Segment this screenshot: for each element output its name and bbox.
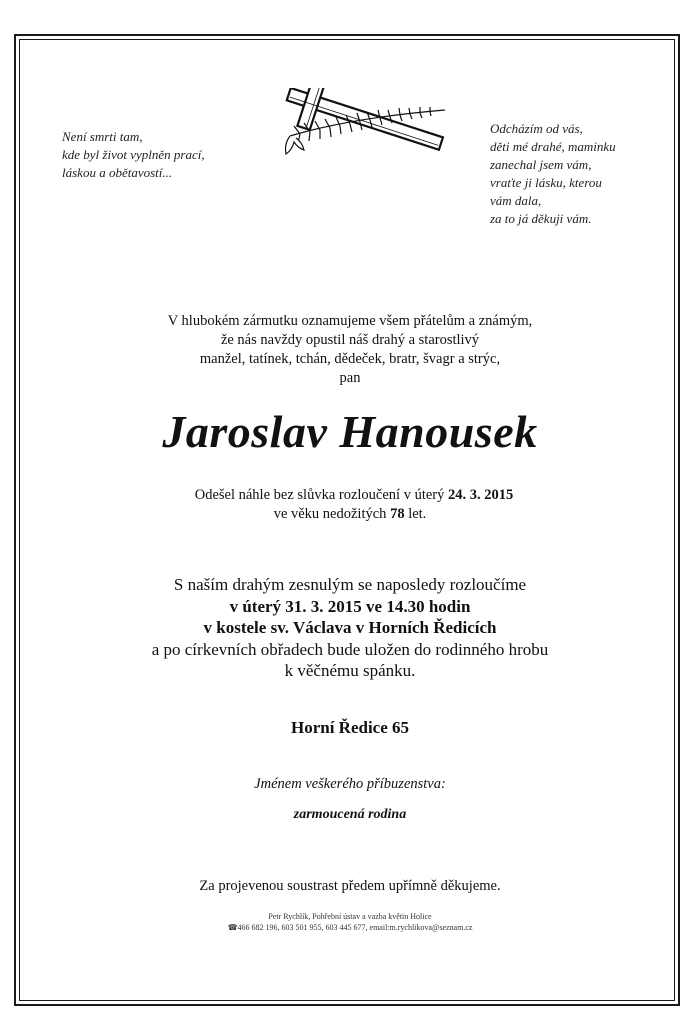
phone-icon: ☎ — [227, 923, 238, 932]
left-quote-line: kde byl život vyplněn prací, — [62, 147, 205, 162]
right-quote — [490, 120, 616, 228]
age-line — [0, 505, 700, 524]
thanks-text: Za projevenou soustrast předem upřímně děkujeme. — [199, 878, 501, 894]
death-notice — [0, 486, 700, 524]
right-quote-line: Odcházím od vás, — [490, 121, 583, 136]
family-address: Horní Ředice 65 — [290, 718, 410, 737]
left-quote-line: láskou a obětavostí... — [62, 165, 173, 180]
age-text: ve věku nedožitých — [273, 506, 387, 522]
right-quote-line: děti mé drahé, maminku — [490, 139, 616, 154]
left-quote — [62, 128, 205, 182]
footer-contact-text: 466 682 196, 603 501 955, 603 445 677, email:m.rychlikova@seznam.cz — [237, 923, 473, 932]
death-text: Odešel náhle bez slůvka rozloučení v úterý — [194, 487, 445, 503]
cross-with-palm-branch-icon — [260, 88, 450, 178]
funeral-line: S naším drahým zesnulým se naposledy rozloučíme — [173, 575, 527, 594]
announcement-intro — [0, 312, 700, 388]
death-line — [0, 486, 700, 505]
family-signature: zarmoucená rodina — [293, 807, 407, 822]
intro-line: manžel, tatínek, tchán, dědeček, bratr, švagr a strýc, — [199, 351, 501, 367]
age-value: 78 — [390, 506, 405, 522]
funeral-line: a po církevních obřadech bude uložen do rodinného hrobu — [151, 639, 549, 659]
intro-line: pan — [339, 370, 361, 386]
right-quote-line: za to já děkuji vám. — [490, 211, 592, 226]
footer-contact — [0, 922, 700, 933]
death-date: 24. 3. 2015 — [448, 487, 514, 503]
footer-line: Petr Rychlík, Pohřební ústav a vazba květin Holice — [268, 912, 432, 921]
intro-line: že nás navždy opustil náš drahý a starostlivý — [220, 332, 480, 348]
intro-line: V hlubokém zármutku oznamujeme všem přátelům a známým, — [167, 313, 533, 329]
right-quote-line: vám dala, — [490, 193, 542, 208]
funeral-location: v kostele sv. Václava v Horních Ředicích — [203, 618, 497, 637]
right-quote-line: zanechal jsem vám, — [490, 157, 592, 172]
funeral-line: k věčnému spánku. — [284, 661, 416, 680]
on-behalf-text: Jménem veškerého příbuzenstva: — [254, 776, 446, 792]
funeral-info — [0, 574, 700, 682]
right-quote-line: vraťte ji lásku, kterou — [490, 175, 602, 190]
funeral-datetime: v úterý 31. 3. 2015 ve 14.30 hodin — [229, 596, 471, 616]
funeral-service-footer — [0, 911, 700, 933]
left-quote-line: Není smrti tam, — [62, 129, 143, 144]
age-suffix: let. — [408, 506, 427, 522]
deceased-name: Jaroslav Hanousek — [162, 406, 538, 457]
